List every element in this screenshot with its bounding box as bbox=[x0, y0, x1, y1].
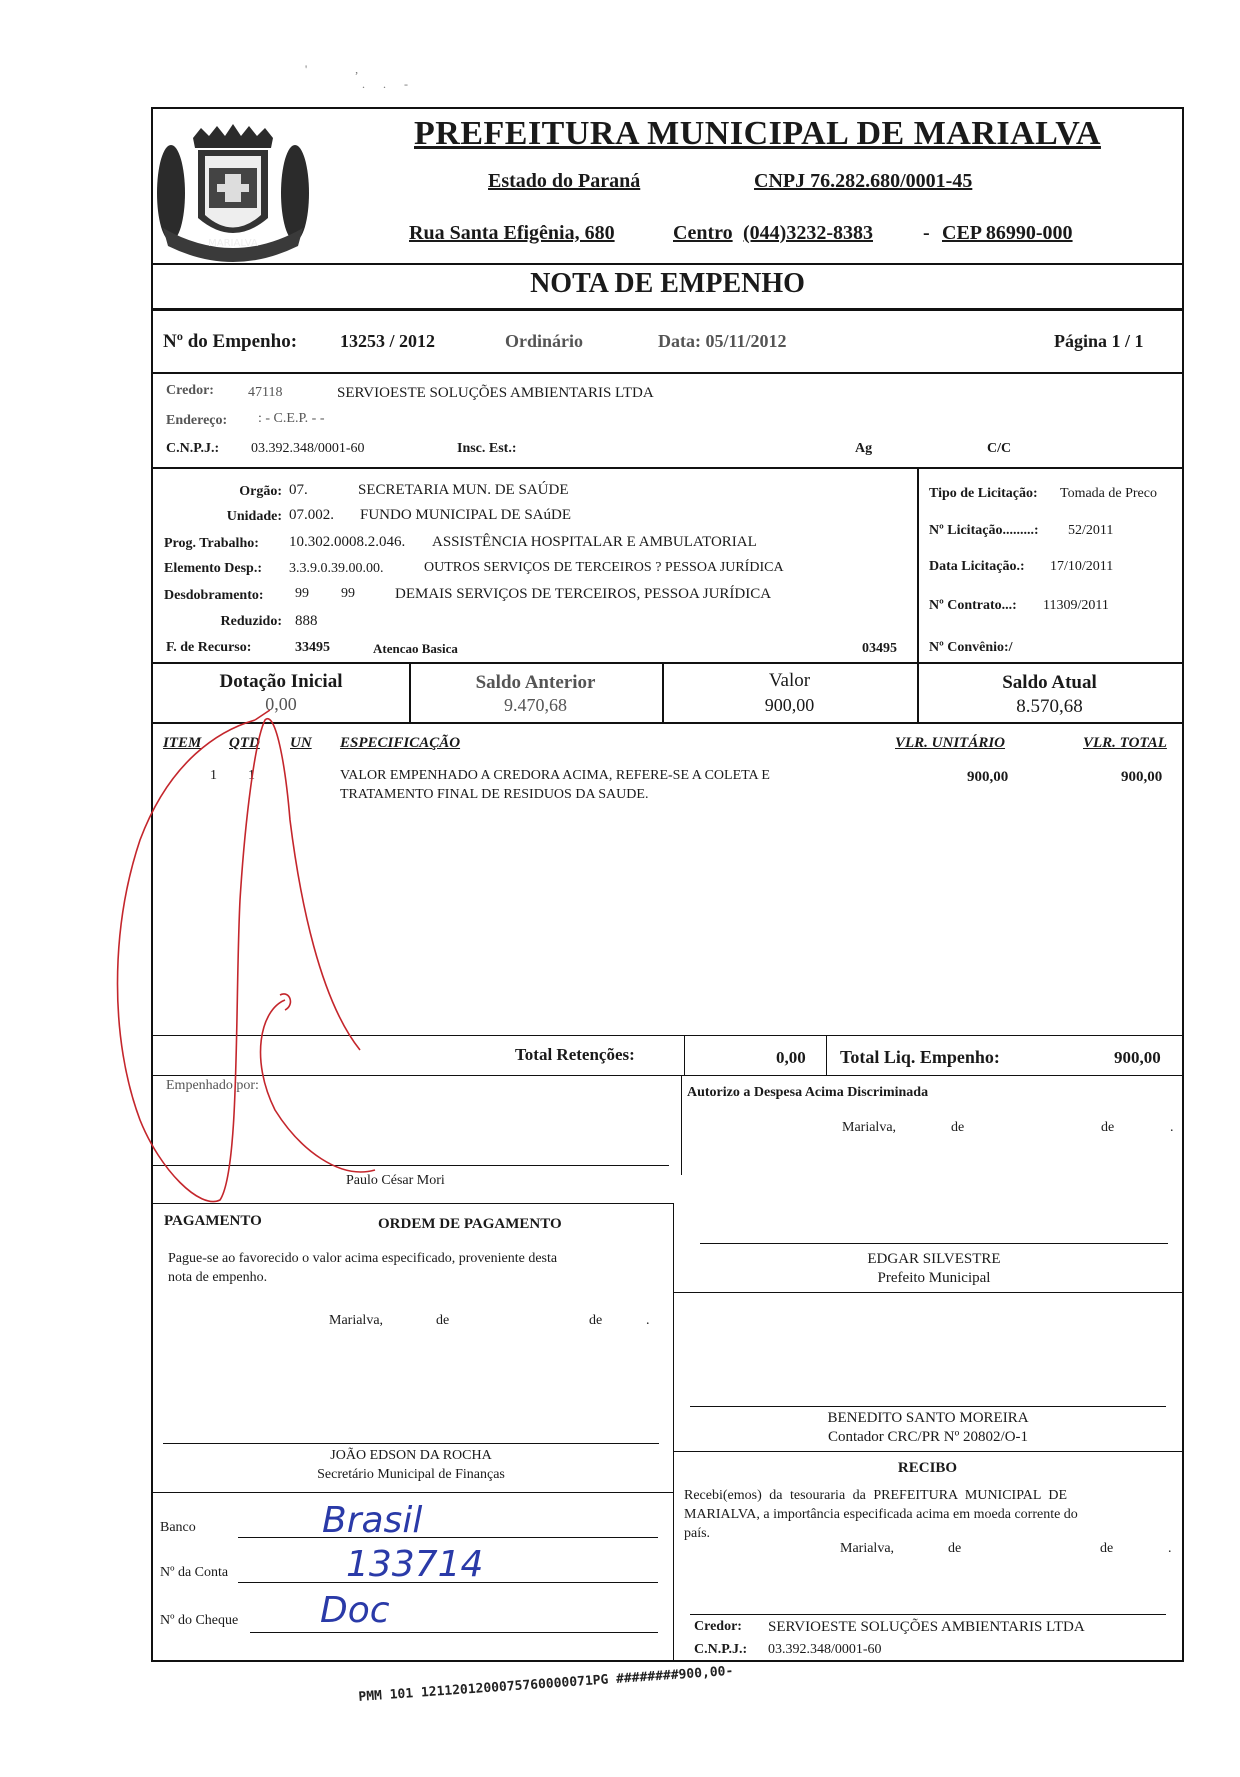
empenho-type: Ordinário bbox=[505, 331, 584, 351]
banco-handwritten: Brasil bbox=[322, 1500, 423, 1541]
banco-label: Banco bbox=[160, 1520, 196, 1535]
header-state: Estado do Paraná bbox=[488, 170, 641, 192]
desdobramento-b: 99 bbox=[341, 586, 355, 601]
divider bbox=[153, 308, 1182, 311]
saldo-atual-value: 8.570,68 bbox=[1016, 696, 1083, 717]
autorizo-label: Autorizo a Despesa Acima Discriminada bbox=[687, 1085, 929, 1100]
recibo-credor-name: SERVIOESTE SOLUÇÕES AMBIENTARIS LTDA bbox=[768, 1619, 1085, 1635]
coat-of-arms-logo bbox=[153, 118, 313, 263]
endereco-value: : - C.E.P. - - bbox=[258, 411, 325, 426]
item-description-line1: VALOR EMPENHADO A CREDORA ACIMA, REFERE-SE A COLETA E bbox=[340, 768, 770, 783]
reduzido-label: Reduzido: bbox=[220, 614, 282, 629]
divider bbox=[153, 1492, 673, 1493]
recibo-cnpj-value: 03.392.348/0001-60 bbox=[768, 1642, 882, 1657]
autorizo-de2: de bbox=[1101, 1120, 1115, 1135]
empenho-date: Data: 05/11/2012 bbox=[658, 331, 787, 351]
document-title: NOTA DE EMPENHO bbox=[530, 268, 805, 299]
contrato-label: Nº Contrato...: bbox=[929, 598, 1017, 613]
item-number: 1 bbox=[210, 768, 217, 783]
pagamento-text-line2: nota de empenho. bbox=[168, 1270, 268, 1285]
licitacao-num-label: Nº Licitação.........: bbox=[929, 523, 1039, 538]
prefeito-name: EDGAR SILVESTRE bbox=[867, 1251, 1001, 1267]
cnpj-label: C.N.P.J.: bbox=[166, 441, 220, 456]
page-title: PREFEITURA MUNICIPAL DE MARIALVA bbox=[414, 115, 1101, 152]
conta-handwritten: 133714 bbox=[346, 1544, 484, 1585]
divider bbox=[684, 1035, 685, 1075]
header-district: Centro bbox=[673, 222, 733, 244]
recibo-dot: . bbox=[1168, 1541, 1172, 1556]
banco-field-line bbox=[238, 1537, 658, 1538]
item-unit-price: 900,00 bbox=[967, 769, 1009, 785]
prog-code: 10.302.0008.2.046. bbox=[289, 534, 406, 550]
prefeito-title: Prefeito Municipal bbox=[877, 1270, 991, 1286]
seal-ribbon-text: MARIALVA bbox=[208, 238, 258, 249]
recibo-text-line2: MARIALVA, a importância especificada acima em moeda corrente do bbox=[684, 1507, 1078, 1522]
orgao-label: Orgão: bbox=[239, 484, 282, 499]
divider bbox=[673, 1451, 1182, 1452]
footer-stamp: PMM 101 1211201200075760000071PG ########900,00- bbox=[358, 1663, 734, 1705]
header-separator: - bbox=[923, 222, 930, 244]
cheque-label: Nº do Cheque bbox=[160, 1613, 239, 1628]
divider bbox=[153, 263, 1182, 265]
pagamento-text-line1: Pague-se ao favorecido o valor acima especificado, proveniente desta bbox=[168, 1251, 558, 1266]
cc-label: C/C bbox=[987, 441, 1012, 456]
tipo-licitacao-label: Tipo de Licitação: bbox=[929, 486, 1038, 501]
recibo-cnpj-label: C.N.P.J.: bbox=[694, 1642, 748, 1657]
ordem-pagamento-label: ORDEM DE PAGAMENTO bbox=[378, 1216, 562, 1232]
cheque-field-line bbox=[250, 1632, 658, 1633]
item-qtd: 1 bbox=[248, 768, 255, 783]
desdobramento-name: DEMAIS SERVIÇOS DE TERCEIROS, PESSOA JURÍDICA bbox=[395, 586, 772, 602]
scan-marks: ' , . . - bbox=[305, 62, 408, 91]
elemento-name: OUTROS SERVIÇOS DE TERCEIROS ? PESSOA JURÍDICA bbox=[424, 560, 784, 575]
recibo-de2: de bbox=[1100, 1541, 1114, 1556]
divider bbox=[826, 1035, 827, 1075]
header-cep: CEP 86990-000 bbox=[942, 222, 1073, 244]
licitacao-num-value: 52/2011 bbox=[1068, 523, 1114, 538]
pagamento-dot: . bbox=[646, 1313, 650, 1328]
desdobramento-label: Desdobramento: bbox=[164, 588, 264, 603]
recibo-text-line3: país. bbox=[684, 1526, 711, 1541]
signature-line bbox=[690, 1406, 1166, 1407]
total-retencoes-label: Total Retenções: bbox=[515, 1045, 635, 1064]
contrato-value: 11309/2011 bbox=[1043, 598, 1109, 613]
total-retencoes-value: 0,00 bbox=[776, 1048, 806, 1067]
reduzido-value: 888 bbox=[295, 613, 318, 629]
valor-value: 900,00 bbox=[764, 695, 815, 715]
autorizo-dot: . bbox=[1170, 1120, 1174, 1135]
recurso-label: F. de Recurso: bbox=[166, 640, 252, 655]
page-number: Página 1 / 1 bbox=[1054, 331, 1144, 351]
item-description-line2: TRATAMENTO FINAL DE RESIDUOS DA SAUDE. bbox=[340, 787, 649, 802]
divider bbox=[153, 467, 1182, 469]
orgao-code: 07. bbox=[289, 482, 308, 498]
item-total-price: 900,00 bbox=[1121, 769, 1163, 785]
signature-line bbox=[690, 1614, 1166, 1615]
cheque-handwritten: Doc bbox=[320, 1590, 390, 1631]
contador-name: BENEDITO SANTO MOREIRA bbox=[827, 1410, 1029, 1426]
convenio-label: Nº Convênio:/ bbox=[929, 640, 1013, 655]
divider bbox=[681, 1075, 682, 1175]
orgao-name: SECRETARIA MUN. DE SAÚDE bbox=[358, 482, 569, 498]
divider bbox=[673, 1292, 1182, 1293]
unidade-label: Unidade: bbox=[226, 509, 282, 524]
secretario-title: Secretário Municipal de Finanças bbox=[317, 1467, 505, 1482]
unidade-code: 07.002. bbox=[289, 507, 334, 523]
col-un: UN bbox=[290, 735, 312, 751]
header-address: Rua Santa Efigênia, 680 bbox=[409, 222, 615, 244]
insc-est-label: Insc. Est.: bbox=[457, 441, 517, 456]
signature-line bbox=[700, 1243, 1168, 1244]
recibo-title: RECIBO bbox=[897, 1460, 958, 1476]
saldo-atual-label: Saldo Atual bbox=[1002, 672, 1097, 693]
col-vlr-total: VLR. TOTAL bbox=[1083, 735, 1167, 751]
endereco-label: Endereço: bbox=[166, 413, 228, 428]
credor-label: Credor: bbox=[166, 383, 214, 398]
unidade-name: FUNDO MUNICIPAL DE SAúDE bbox=[360, 507, 571, 523]
prog-label: Prog. Trabalho: bbox=[164, 536, 259, 551]
recibo-credor-label: Credor: bbox=[694, 1619, 742, 1634]
desdobramento-a: 99 bbox=[295, 586, 309, 601]
pagamento-label: PAGAMENTO bbox=[164, 1213, 262, 1229]
saldo-anterior-label: Saldo Anterior bbox=[475, 672, 596, 693]
handwritten-signature bbox=[100, 700, 460, 1220]
signature-line bbox=[163, 1443, 659, 1444]
cnpj-value: 03.392.348/0001-60 bbox=[251, 441, 365, 456]
col-qtd: QTD bbox=[229, 735, 260, 751]
autorizo-de1: de bbox=[951, 1120, 965, 1135]
valor-label: Valor bbox=[768, 670, 811, 691]
secretario-name: JOÃO EDSON DA ROCHA bbox=[330, 1448, 492, 1463]
empenho-number: 13253 / 2012 bbox=[340, 331, 436, 351]
contador-title: Contador CRC/PR Nº 20802/O-1 bbox=[827, 1429, 1029, 1445]
credor-name: SERVIOESTE SOLUÇÕES AMBIENTARIS LTDA bbox=[337, 385, 654, 401]
autorizo-city: Marialva, bbox=[842, 1120, 897, 1135]
prog-name: ASSISTÊNCIA HOSPITALAR E AMBULATORIAL bbox=[432, 534, 757, 550]
pagamento-de1: de bbox=[436, 1313, 450, 1328]
tipo-licitacao-value: Tomada de Preco bbox=[1060, 486, 1157, 501]
licitacao-data-value: 17/10/2011 bbox=[1050, 559, 1114, 574]
recurso-code: 33495 bbox=[295, 640, 330, 655]
dotacao-label: Dotação Inicial bbox=[219, 671, 343, 692]
total-liquido-value: 900,00 bbox=[1114, 1048, 1161, 1067]
header-cnpj: CNPJ 76.282.680/0001-45 bbox=[754, 170, 973, 192]
col-item: ITEM bbox=[163, 735, 202, 751]
saldo-anterior-value: 9.470,68 bbox=[504, 695, 567, 715]
ag-label: Ag bbox=[855, 441, 873, 456]
col-especificacao: ESPECIFICAÇÃO bbox=[340, 735, 461, 751]
recibo-de1: de bbox=[948, 1541, 962, 1556]
empenho-label: Nº do Empenho: bbox=[163, 331, 298, 352]
divider bbox=[153, 372, 1182, 374]
header-phone: (044)3232-8383 bbox=[743, 222, 873, 244]
empenhado-label: Empenhado por: bbox=[166, 1078, 259, 1093]
recibo-city: Marialva, bbox=[840, 1541, 895, 1556]
recurso-right: 03495 bbox=[862, 641, 897, 656]
divider bbox=[153, 662, 1182, 664]
total-liquido-label: Total Liq. Empenho: bbox=[840, 1047, 1000, 1067]
licitacao-data-label: Data Licitação.: bbox=[929, 559, 1025, 574]
pagamento-de2: de bbox=[589, 1313, 603, 1328]
col-vlr-unitario: VLR. UNITÁRIO bbox=[895, 735, 1006, 751]
divider bbox=[917, 467, 919, 663]
conta-label: Nº da Conta bbox=[160, 1565, 229, 1580]
recibo-text-line1: Recebi(emos) da tesouraria da PREFEITURA MUNICIPAL DE bbox=[684, 1488, 1068, 1503]
recurso-name: Atencao Basica bbox=[373, 641, 458, 656]
elemento-label: Elemento Desp.: bbox=[164, 561, 262, 576]
elemento-code: 3.3.9.0.39.00.00. bbox=[289, 561, 384, 576]
pagamento-city: Marialva, bbox=[329, 1313, 384, 1328]
empenhado-name: Paulo César Mori bbox=[346, 1173, 445, 1188]
credor-code: 47118 bbox=[248, 385, 283, 400]
dotacao-value: 0,00 bbox=[265, 694, 297, 714]
divider bbox=[673, 1203, 674, 1662]
